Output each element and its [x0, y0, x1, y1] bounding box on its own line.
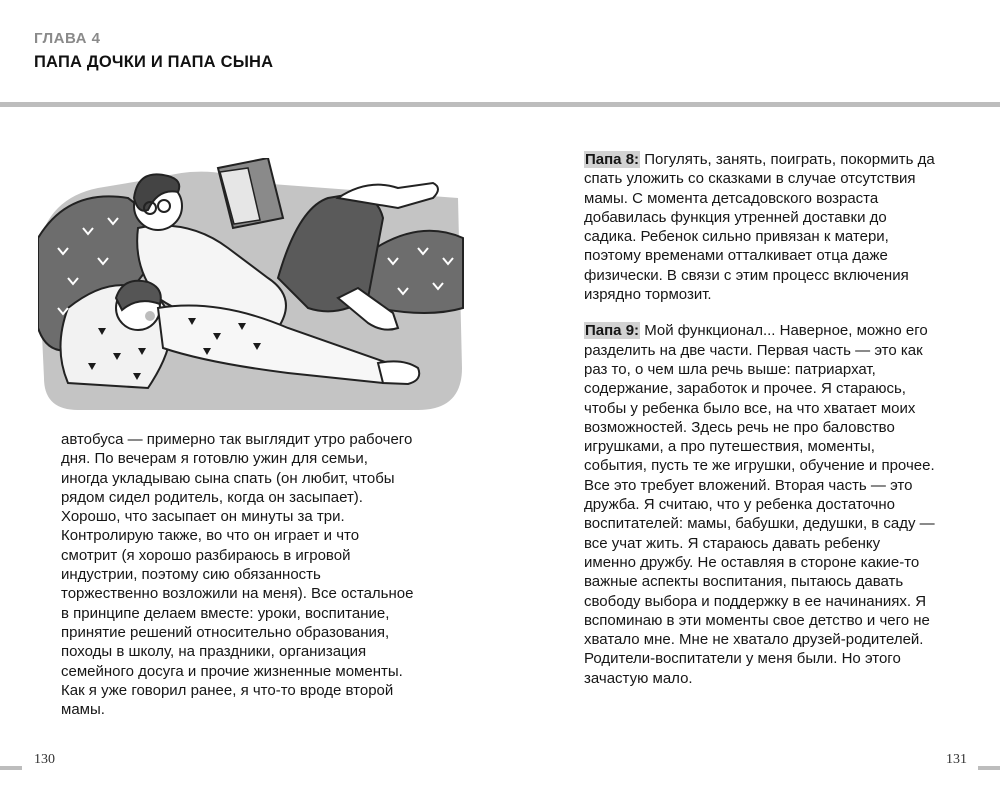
entry-text: Погулять, занять, поиграть, покормить да спать уложить со сказками в случае отсутствия мамы. С момента детсадовского возраста добавилась функция утренней доставки до садика. Ребенок сильно привязан к матери, поэтому временами отталкивает отца даже физически. В связи с этим процесс включения изрядно тормозит.: [584, 151, 935, 304]
entry-papa-9: [584, 321, 936, 688]
left-paragraph: автобуса — примерно так выглядит утро рабочего дня. По вечерам я готовлю ужин для семьи, иногда укладываю сына спать (он любит, чтобы рядом сидел родитель, когда он засыпает). Хорошо, что засыпает он минуты за три. Контролирую также, во что он играет и что смотрит (я хорошо разбираюсь в игровой индустрии, поэтому сию обязанность торжественно возложили на меня). Все остальное в принципе делаем вместе: уроки, воспитание, принятие решений относительно образования, походы в школу, на праздники, организация семейного досуга и прочие жизненные моменты. Как я уже говорил ранее, я что-то вроде второй мамы.: [61, 431, 414, 719]
speaker-label: Папа 8:: [585, 151, 640, 168]
footer-bar-left: [0, 766, 22, 770]
page-number-right: 131: [946, 752, 967, 767]
paragraph-gap: [584, 304, 936, 321]
footer-bar-right: [978, 766, 1000, 770]
header-rule: [0, 102, 1000, 107]
entry-text: Мой функционал... Наверное, можно его разделить на две части. Первая часть — это как раз то, о чем шла речь выше: патриархат, содержание, заработок и прочее. Я стараюсь, чтобы у ребенка было все, на что хватает моих возможностей. Здесь речь не про баловство игрушками, а про путешествия, моменты, события, пусть те же игрушки, обучение и прочее. Все это требует вложений. Вторая часть — это дружба. Я считаю, что у ребенка достаточно воспитателей: мамы, бабушки, дедушки, в саду — все учат жить. Я стараюсь давать ребенку именно дружбу. Не оставляя в стороне какие-то важные аспекты воспитания, пытаюсь давать свободу выбора и поддержку в ее начинаниях. Я вспоминаю в эти моменты свое детство и чего не хватало мне. Мне не хватало друзей-родителей. Родители-воспитатели у меня были. Но этого зачастую мало.: [584, 322, 935, 687]
page-number-left: 130: [34, 752, 55, 767]
left-page-text: [61, 430, 416, 719]
chapter-label: ГЛАВА 4: [34, 30, 101, 47]
right-page-text: [584, 150, 936, 688]
father-reading-book-child-sleeping-illustration: [38, 158, 468, 414]
speaker-label: Папа 9:: [585, 322, 640, 340]
entry-papa-8: [584, 150, 936, 304]
chapter-title: ПАПА ДОЧКИ И ПАПА СЫНА: [34, 53, 274, 71]
running-head: [34, 30, 273, 72]
